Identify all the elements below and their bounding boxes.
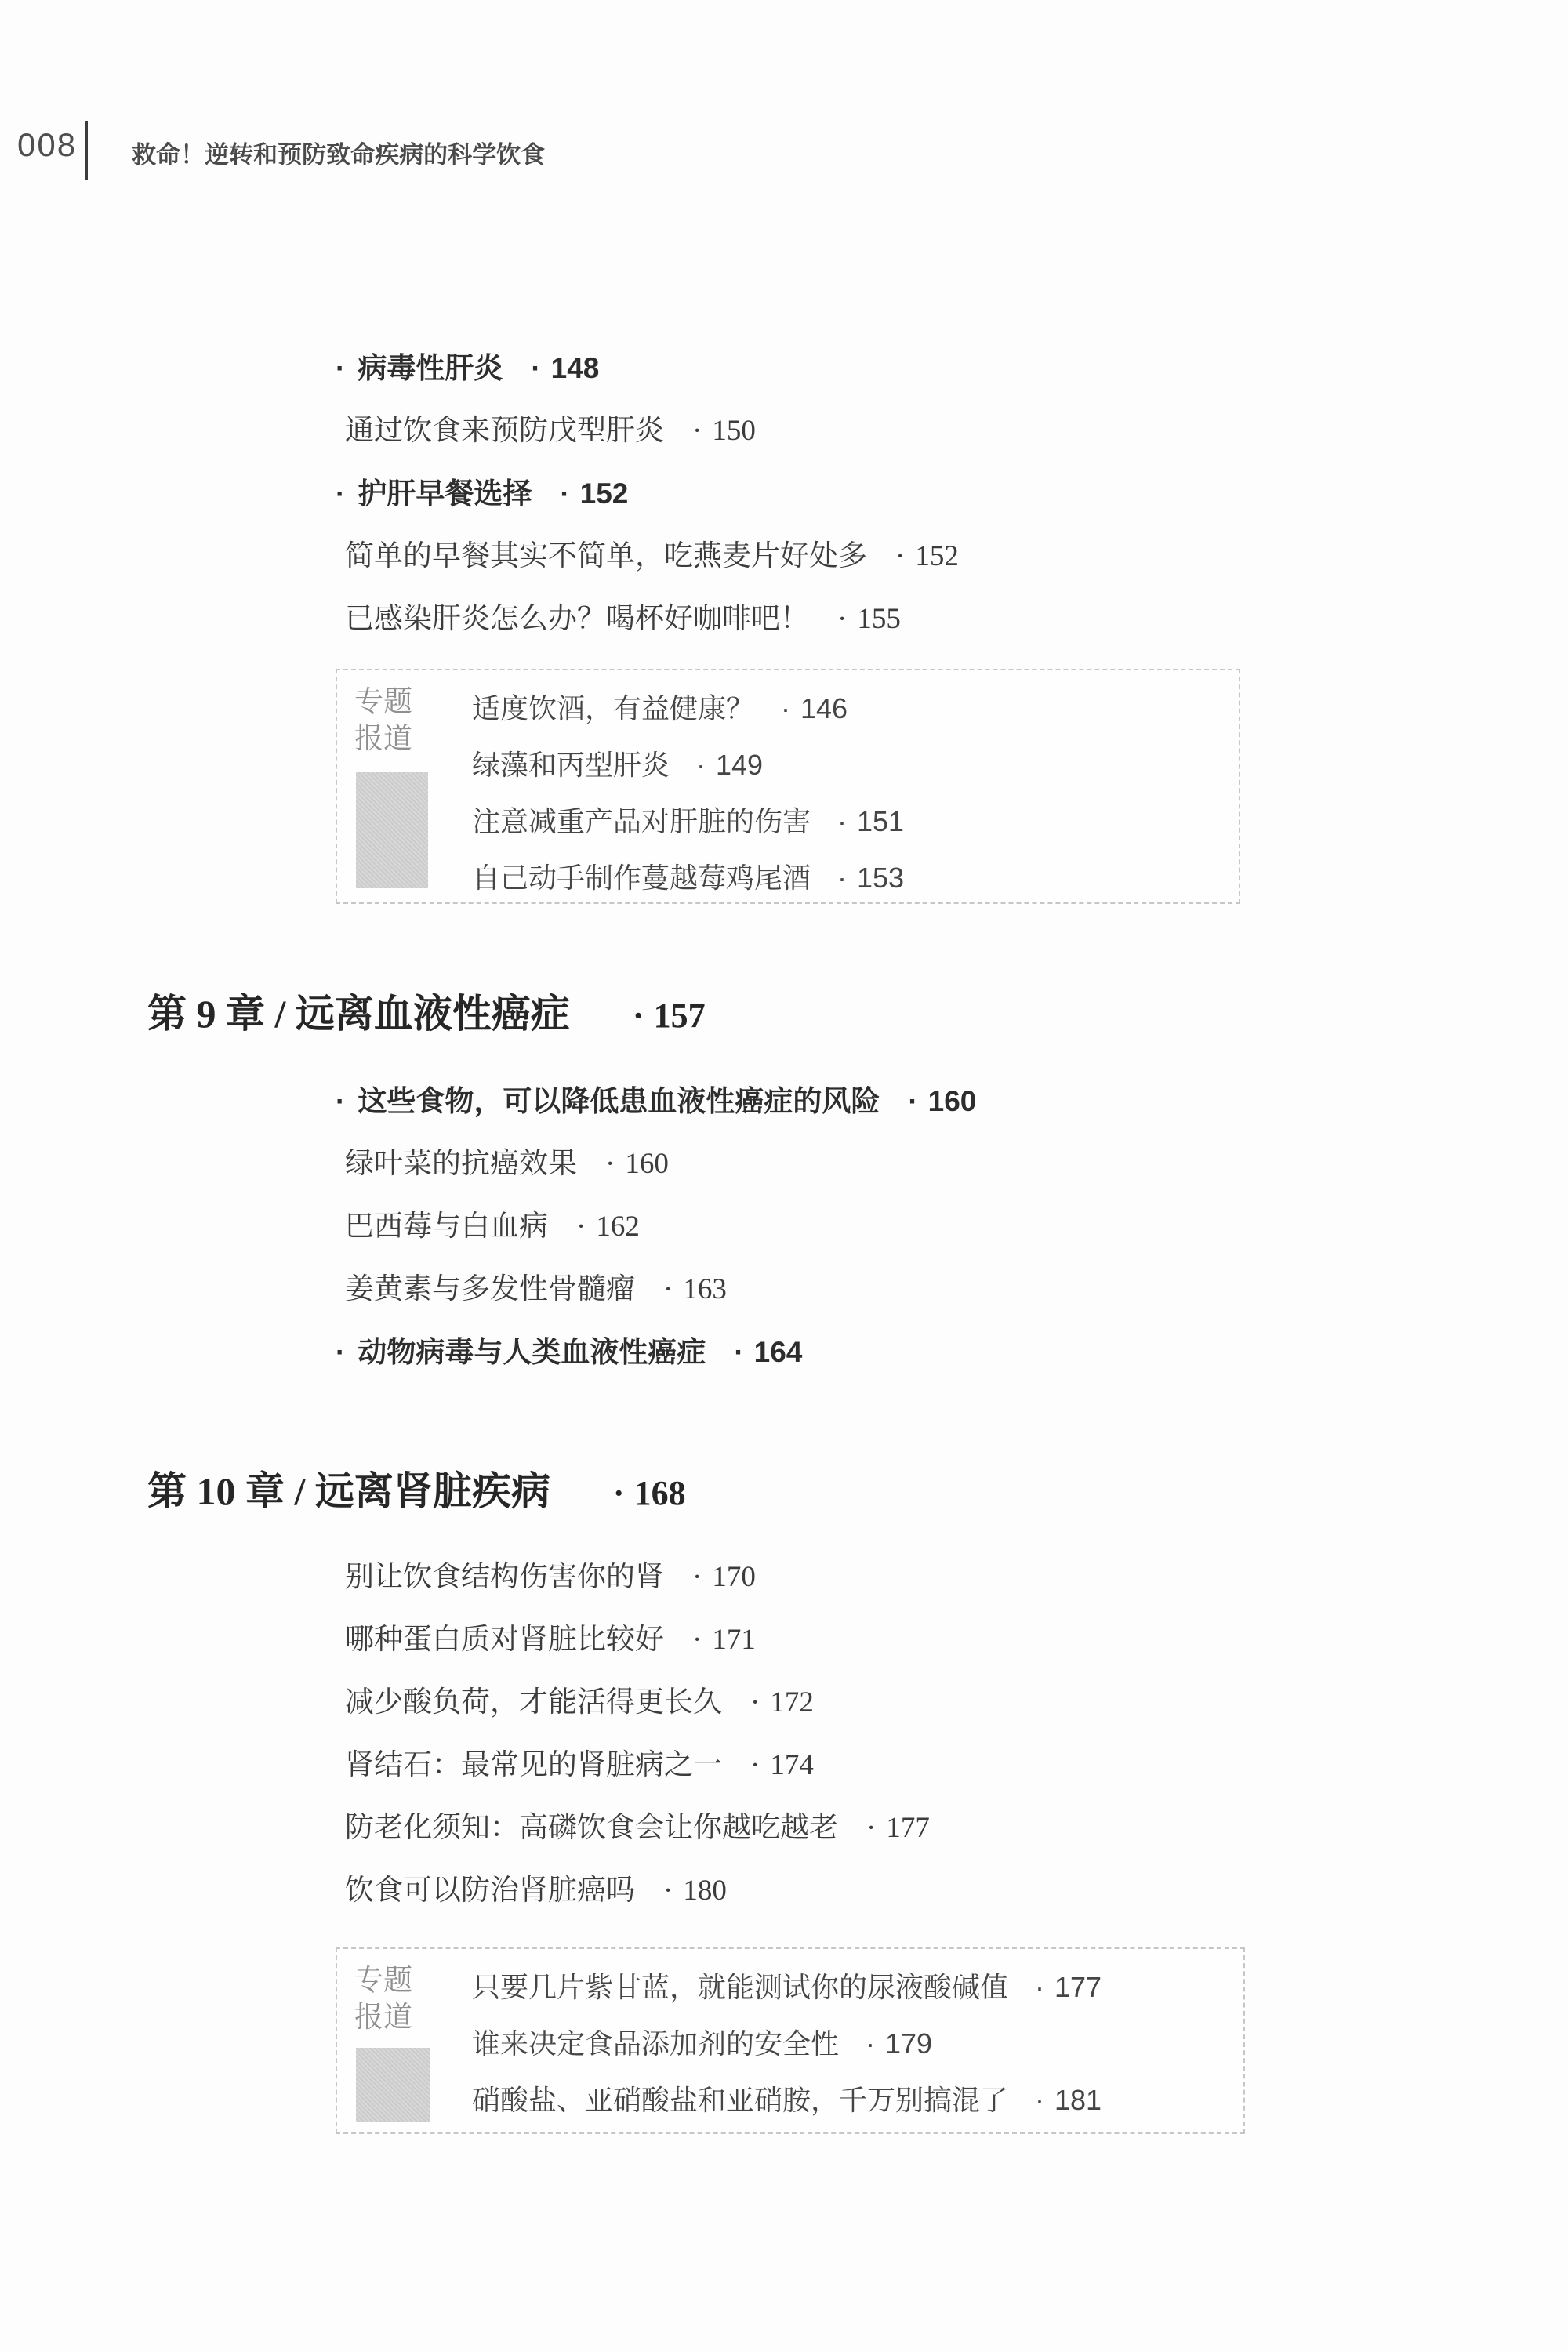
entry-title: 哪种蛋白质对肾脏比较好 <box>345 1624 664 1656</box>
entry-page: 160 <box>625 1148 669 1180</box>
entry-page: 151 <box>857 805 905 837</box>
bullet: · <box>336 1336 346 1368</box>
feature-entry <box>472 850 1239 906</box>
feature-label-line2: 报道 <box>354 2001 412 2033</box>
dot-separator: · <box>663 1875 673 1907</box>
feature-box-entries <box>472 670 1239 906</box>
dot-separator: · <box>750 1749 760 1781</box>
entry-title: 已感染肝炎怎么办？喝杯好咖啡吧！ <box>345 603 809 635</box>
entry-title: 护肝早餐选择 <box>358 477 532 510</box>
dot-separator: · <box>750 1686 760 1719</box>
entry-page: 148 <box>550 352 600 384</box>
toc-entry <box>336 1671 930 1734</box>
dot-separator: · <box>692 1624 702 1656</box>
feature-box <box>336 669 1240 904</box>
feature-box-label <box>354 1962 412 2035</box>
entry-title: 动物病毒与人类血液性癌症 <box>358 1336 706 1368</box>
entry-page: 150 <box>712 415 756 447</box>
entry-page: 164 <box>753 1336 803 1368</box>
toc-entries-blood-cancer <box>336 1070 976 1384</box>
entry-page: 170 <box>712 1561 756 1593</box>
entry-page: 162 <box>596 1210 640 1243</box>
feature-box-image-placeholder <box>356 772 428 888</box>
dot-separator: · <box>1035 2084 1045 2116</box>
dot-separator: · <box>663 1273 673 1305</box>
entry-page: 179 <box>885 2027 933 2060</box>
entry-title: 巴西莓与白血病 <box>345 1210 548 1243</box>
feature-entry <box>472 2016 1243 2072</box>
entry-title: 适度饮酒，有益健康？ <box>472 692 755 724</box>
entry-title: 注意减重产品对肝脏的伤害 <box>472 805 811 837</box>
feature-entry <box>472 737 1239 793</box>
chapter-page: 157 <box>653 996 706 1035</box>
toc-entry <box>336 463 959 525</box>
entry-title: 绿叶菜的抗癌效果 <box>345 1148 577 1180</box>
entry-page: 163 <box>683 1273 727 1305</box>
entry-page: 146 <box>800 692 848 724</box>
entry-title: 绿藻和丙型肝炎 <box>472 749 670 781</box>
dot-separator: · <box>781 692 791 724</box>
toc-entry <box>336 1734 930 1797</box>
toc-entry <box>336 1258 976 1321</box>
entry-page: 152 <box>915 540 959 572</box>
entry-page: 174 <box>770 1749 814 1781</box>
entry-page: 180 <box>683 1875 727 1907</box>
chapter-title: 第 9 章 / 远离血液性癌症 <box>147 992 570 1036</box>
entry-page: 177 <box>1054 1971 1102 2003</box>
toc-entry <box>336 1860 930 1922</box>
header-divider <box>85 121 88 180</box>
bullet: · <box>336 477 346 510</box>
feature-box-label <box>354 683 412 757</box>
feature-entry <box>472 793 1239 850</box>
entry-page: 152 <box>579 477 629 510</box>
entry-title: 谁来决定食品添加剂的安全性 <box>472 2027 840 2060</box>
feature-entry <box>472 1959 1243 2016</box>
entry-title: 通过饮食来预防戊型肝炎 <box>345 415 664 447</box>
entry-page: 171 <box>712 1624 756 1656</box>
entry-title: 姜黄素与多发性骨髓瘤 <box>345 1273 635 1305</box>
page-number: 008 <box>17 126 78 163</box>
bullet: · <box>336 1085 346 1117</box>
entry-page: 160 <box>927 1085 977 1117</box>
toc-entry <box>336 525 959 588</box>
toc-entry <box>336 1196 976 1258</box>
feature-label-line2: 报道 <box>354 722 412 754</box>
dot-separator: · <box>696 749 706 781</box>
dot-separator: · <box>734 1336 744 1368</box>
feature-label-line1: 专题 <box>354 1964 412 1996</box>
entry-page: 155 <box>857 603 901 635</box>
toc-entry <box>336 1133 976 1196</box>
feature-box-entries <box>472 1949 1243 2129</box>
entry-page: 172 <box>770 1686 814 1719</box>
entry-title: 硝酸盐、亚硝酸盐和亚硝胺，千万别搞混了 <box>472 2084 1009 2116</box>
chapter-10-heading <box>147 1460 686 1523</box>
dot-separator: · <box>837 805 848 837</box>
toc-entry <box>336 1321 976 1384</box>
entry-page: 181 <box>1054 2084 1102 2116</box>
dot-separator: · <box>837 862 848 894</box>
entry-title: 肾结石：最常见的肾脏病之一 <box>345 1749 722 1781</box>
dot-separator: · <box>866 2027 876 2060</box>
toc-entries-liver <box>336 337 959 651</box>
chapter-9-heading <box>147 982 706 1045</box>
entry-title: 别让饮食结构伤害你的肾 <box>345 1561 664 1593</box>
toc-entry <box>336 1546 930 1609</box>
feature-entry <box>472 2072 1243 2129</box>
entry-page: 153 <box>857 862 905 894</box>
toc-entries-kidney <box>336 1546 930 1922</box>
entry-title: 饮食可以防治肾脏癌吗 <box>345 1875 635 1907</box>
entry-title: 简单的早餐其实不简单，吃燕麦片好处多 <box>345 540 867 572</box>
dot-separator: · <box>612 1474 625 1512</box>
chapter-page: 168 <box>633 1474 686 1512</box>
entry-page: 177 <box>886 1812 930 1844</box>
book-title: 救命！逆转和预防致命疾病的科学饮食 <box>132 140 546 169</box>
dot-separator: · <box>837 603 848 635</box>
page-header <box>17 110 545 180</box>
feature-entry <box>472 681 1239 737</box>
entry-title: 这些食物，可以降低患血液性癌症的风险 <box>358 1085 880 1117</box>
bullet: · <box>336 352 346 384</box>
toc-entry <box>336 400 959 463</box>
feature-box-image-placeholder <box>356 2048 430 2122</box>
feature-label-line1: 专题 <box>354 685 412 717</box>
entry-page: 149 <box>716 749 764 781</box>
toc-entry <box>336 588 959 651</box>
dot-separator: · <box>560 477 570 510</box>
entry-title: 减少酸负荷，才能活得更长久 <box>345 1686 722 1719</box>
entry-title: 自己动手制作蔓越莓鸡尾酒 <box>472 862 811 894</box>
dot-separator: · <box>895 540 906 572</box>
feature-box <box>336 1947 1245 2134</box>
dot-separator: · <box>1035 1971 1045 2003</box>
toc-entry <box>336 1070 976 1133</box>
chapter-title: 第 10 章 / 远离肾脏疾病 <box>147 1469 550 1513</box>
dot-separator: · <box>531 352 541 384</box>
dot-separator: · <box>576 1210 586 1243</box>
entry-title: 病毒性肝炎 <box>358 352 503 384</box>
entry-title: 防老化须知：高磷饮食会让你越吃越老 <box>345 1812 838 1844</box>
toc-entry <box>336 1609 930 1671</box>
dot-separator: · <box>908 1085 918 1117</box>
dot-separator: · <box>692 415 702 447</box>
toc-entry <box>336 1797 930 1860</box>
dot-separator: · <box>632 996 644 1035</box>
entry-title: 只要几片紫甘蓝，就能测试你的尿液酸碱值 <box>472 1971 1009 2003</box>
dot-separator: · <box>866 1812 877 1844</box>
dot-separator: · <box>692 1561 702 1593</box>
dot-separator: · <box>605 1148 615 1180</box>
toc-entry <box>336 337 959 400</box>
